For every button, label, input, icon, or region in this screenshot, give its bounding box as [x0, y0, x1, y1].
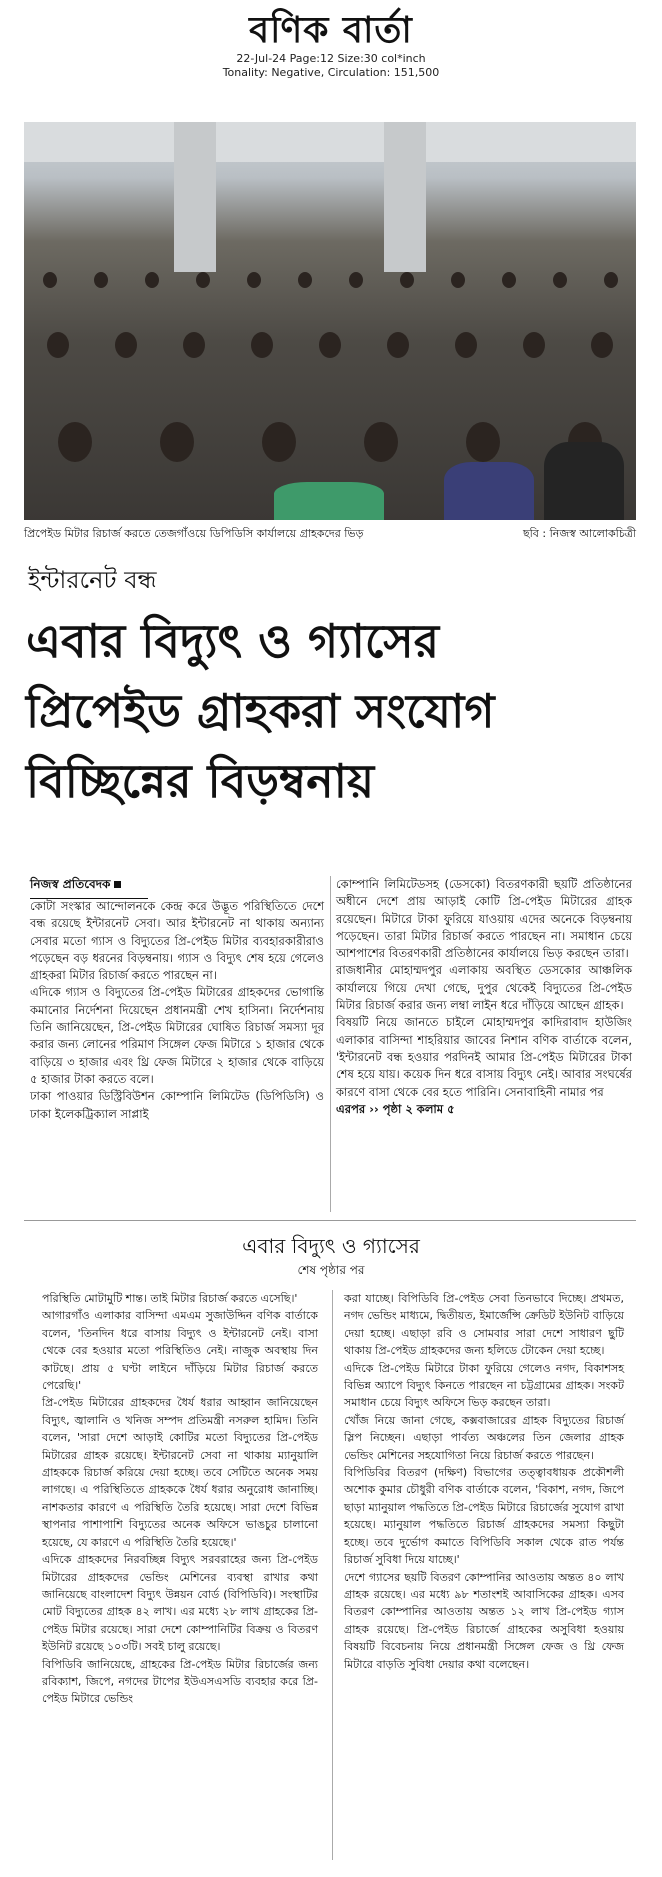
news-photo — [24, 122, 636, 520]
paragraph: খোঁজ নিয়ে জানা গেছে, কক্সবাজারের গ্রাহক বিদ্যুতের রিচার্জ স্লিপ নিচ্ছেন। এছাড়া পার্বত্য অঞ্চলের তিন জেলার গ্রাহক ভেন্ডিং মেশিনের সহযোগিতা নিয়ে রিচার্জ করতে পারছেন। — [344, 1413, 624, 1462]
byline-square-icon — [114, 881, 121, 888]
continuation-subtitle: শেষ পৃষ্ঠার পর — [297, 1263, 365, 1277]
article-column-2 — [336, 876, 632, 1118]
paragraph: আগারগাঁও এলাকার বাসিন্দা এমএম সুজাউদ্দিন বণিক বার্তাকে বলেন, 'তিনদিন ধরে বাসায় বিদ্যুৎ ও ইন্টারনেট নেই। বাসা থেকে বের হওয়ার মতো পরিস্থিতিও নেই। নাজুক অবস্থায় দিন কাটছে। প্রায় ৫ ঘণ্টা লাইনে দাঁড়িয়ে মিটার রিচার্জ করতে পেরেছি।' — [42, 1309, 318, 1393]
article-kicker: ইন্টারনেট বন্ধ — [28, 566, 157, 594]
continuation-jump: এরপর ›› পৃষ্ঠা ২ কলাম ৫ — [336, 1101, 455, 1116]
photo-credit: ছবি : নিজস্ব আলোকচিত্রী — [522, 527, 636, 540]
crowd-front-row — [24, 422, 636, 462]
headline-line-1: এবার বিদ্যুৎ ও গ্যাসের — [26, 614, 439, 668]
article-column-1 — [30, 898, 324, 1123]
clip-meta-line-1: 22-Jul-24 Page:12 Size:30 col*inch — [236, 52, 426, 65]
clip-meta-line-2: Tonality: Negative, Circulation: 151,500 — [222, 66, 440, 79]
column-divider — [330, 876, 331, 1212]
paragraph: বিষয়টি নিয়ে জানতে চাইলে মোহাম্মদপুর কাদিরাবাদ হাউজিং এলাকার বাসিন্দা শাহরিয়ার জাবের নিশান বণিক বার্তাকে বলেন, 'ইন্টারনেট বন্ধ হওয়ার পরদিনই আমার প্রি-পেইড মিটারের টাকা শেষ হয়ে যায়। কয়েক দিন ধরে বাসায় বিদ্যুৎ নেই। আবার সংঘর্ষের কারণে বাসা থেকে বের হতে পারিনি। সেনাবাহিনী নামার পর — [336, 1015, 632, 1099]
person-shirt — [274, 482, 384, 520]
column-divider — [332, 1290, 333, 1860]
paragraph: কোটা সংস্কার আন্দোলনকে কেন্দ্র করে উদ্ভূত পরিস্থিতিতে দেশে বন্ধ রয়েছে ইন্টারনেট সেবা। আর ইন্টারনেট না থাকায় অন্যান্য সেবার মতো গ্যাস ও বিদ্যুতের প্রি-পেইড মিটার ব্যবহারকারীরাও পড়েছেন বড় ধরনের বিড়ম্বনায়। গ্যাস ও বিদ্যুৎ শেষ হয়ে গেলেও গ্রাহকরা মিটার রিচার্জ করতে পারছেন না। — [30, 899, 324, 983]
continuation-column-2 — [344, 1290, 624, 1673]
paragraph: এদিকে গ্যাস ও বিদ্যুতের প্রি-পেইড মিটারের গ্রাহকদের ভোগান্তি কমানোর নির্দেশনা দিয়েছেন প্রধানমন্ত্রী শেখ হাসিনা। নির্দেশনায় তিনি জানিয়েছেন, প্রি-পেইড মিটারের ঘোষিত রিচার্জ সমস্যা দূর করার জন্য লোনের পরিমাণ সিঙ্গেল ফেজ মিটারে ১ হাজার থেকে বাড়িয়ে ৩ হাজার এবং থ্রি ফেজ মিটারে ২ হাজার থেকে বাড়িয়ে ৫ হাজার টাকা করতে বলে। — [30, 985, 324, 1086]
byline — [30, 876, 148, 899]
continuation-column-1 — [42, 1290, 318, 1708]
paragraph: পরিস্থিতি মোটামুটি শান্ত। তাই মিটার রিচার্জ করতে এসেছি।' — [42, 1292, 298, 1305]
photo-caption — [24, 526, 636, 542]
paragraph: এদিকে গ্রাহকদের নিরবচ্ছিন্ন বিদ্যুৎ সরবরাহের জন্য প্রি-পেইড মিটারের গ্রাহকদের ভেন্ডিং মেশিনের ব্যবস্থা রাখার কথা জানিয়েছে বাংলাদেশ বিদ্যুৎ উন্নয়ন বোর্ড (বিপিডিবি)। সংস্থাটির মোট বিদ্যুতের গ্রাহক ৪২ লাখ। এর মধ্যে ২৮ লাখ গ্রাহকের প্রি-পেইড মিটার রয়েছে। সারা দেশে কোম্পানিটির বিক্রয় ও বিতরণ ইউনিট রয়েছে ১০৩টি। সবই চালু রয়েছে। — [42, 1553, 318, 1654]
person-shirt — [544, 442, 624, 520]
photo-pillar — [384, 122, 426, 272]
paragraph: দেশে গ্যাসের ছয়টি বিতরণ কোম্পানির আওতায় অন্তত ৪০ লাখ গ্রাহক রয়েছে। এর মধ্যে ৯৮ শতাংশই আবাসিকের গ্রাহক। এসব বিতরণ কোম্পানির আওতায় অন্তত ১২ লাখ প্রি-পেইড গ্যাস গ্রাহক রয়েছে। প্রি-পেইড রিচার্জে গ্রাহকের অসুবিধা হওয়ায় বিষয়টি বিবেচনায় নিয়ে প্রধানমন্ত্রী সিঙ্গেল ফেজ ও থ্রি ফেজ মিটারে বাড়তি সুবিধা দেয়ার কথা বলেছেন। — [344, 1570, 624, 1671]
paragraph: বিপিডিবি জানিয়েছে, গ্রাহকের প্রি-পেইড মিটার রিচার্জের জন্য রবিক্যাশ, জিপে, নগদের টাপের ইউএসএসডি ব্যবহার করে প্রি-পেইড মিটারে ভেন্ডিং — [42, 1657, 318, 1706]
paragraph: ঢাকা পাওয়ার ডিস্ট্রিবিউশন কোম্পানি লিমিটেড (ডিপিডিসি) ও ঢাকা ইলেকট্রিক্যাল সাপ্লাই — [30, 1089, 324, 1121]
paragraph: কোম্পানি লিমিটেডসহ (ডেসকো) বিতরণকারী ছয়টি প্রতিষ্ঠানের অধীনে দেশে প্রায় আড়াই কোটি প্রি-পেইড মিটারের গ্রাহক রয়েছেন। মিটারে টাকা ফুরিয়ে যাওয়ায় এদের অনেকে বিড়ম্বনায় পড়েছেন। তারা মিটার রিচার্জ করতে পারছেন না। সমাধান চেয়ে আশপাশের বিতরণকারী প্রতিষ্ঠানের কার্যালয়ে ভিড় করছেন তারা। — [336, 877, 632, 961]
paragraph: করা যাচ্ছে। বিপিডিবি প্রি-পেইড সেবা তিনভাবে দিচ্ছে। প্রথমত, নগদ ভেন্ডিং মাধ্যমে, দ্বিতীয়ত, ইমার্জেন্সি ক্রেডিট ইউনিট বাড়িয়ে দেয়া হচ্ছে। এছাড়া রবি ও সোমবার সারা দেশে সাধারণ ছুটি থাকায় প্রি-পেইড গ্রাহকদের জন্য হলিডে টোকেন দেয়া হচ্ছে। — [344, 1292, 624, 1358]
headline-line-2: প্রিপেইড গ্রাহকরা সংযোগ — [26, 684, 495, 738]
newspaper-logo: বণিক বার্তা — [249, 9, 413, 51]
paragraph: প্রি-পেইড মিটারের গ্রাহকদের ধৈর্য ধরার আহ্বান জানিয়েছেন বিদ্যুৎ, জ্বালানি ও খনিজ সম্পদ প্রতিমন্ত্রী নসরুল হামিদ। তিনি বলেন, 'সারা দেশে আড়াই কোটির মতো বিদ্যুতের প্রি-পেইড মিটারের গ্রাহক রয়েছে। ইন্টারনেট সেবা না থাকায় ম্যানুয়ালি গ্রাহককে রিচার্জ করিয়ে দেয়া হচ্ছে। তবে সেটিতে অনেক সময় লাগছে। এ পরিস্থিতিতে গ্রাহককে ধৈর্য ধরার অনুরোধ জানাচ্ছি। নাশকতার কারণে এ পরিস্থিতি তৈরি হয়েছে। সারা দেশে বিভিন্ন স্থাপনার পাশাপাশি বিদ্যুতের অনেক অফিসে ভাঙচুর চালানো হয়েছে, যে কারণে এ পরিস্থিতি তৈরি হয়েছে।' — [42, 1396, 318, 1549]
byline-text: নিজস্ব প্রতিবেদক — [30, 877, 111, 891]
section-rule — [24, 1220, 636, 1221]
crowd-middle-row — [24, 332, 636, 358]
continuation-title: এবার বিদ্যুৎ ও গ্যাসের — [242, 1234, 420, 1258]
person-shirt — [444, 462, 534, 520]
crowd-back-row — [24, 272, 636, 288]
masthead — [0, 8, 662, 80]
caption-text: প্রিপেইড মিটার রিচার্জ করতে তেজগাঁওয়ে ডিপিডিসি কার্যালয়ে গ্রাহকদের ভিড় — [24, 527, 364, 540]
paragraph: বিপিডিবির বিতরণ (দক্ষিণ) বিভাগের তত্ত্বাবধায়ক প্রকৌশলী অশোক কুমার চৌধুরী বণিক বার্তাকে বলেন, 'বিকাশ, নগদ, জিপে ছাড়া ম্যানুয়াল পদ্ধতিতে প্রি-পেইড মিটারে রিচার্জের সুযোগ রাখা হয়েছে। ম্যানুয়াল পদ্ধতিতে রিচার্জ গ্রাহকদের সমস্যা কিছুটা হচ্ছে। তবে দুর্ভোগ কমাতে বিপিডিবি সকাল থেকে রাত পর্যন্ত রিচার্জ সুবিধা দিয়ে যাচ্ছে।' — [344, 1466, 624, 1567]
photo-ceiling — [24, 122, 636, 162]
photo-pillar — [174, 122, 216, 272]
headline-line-3: বিচ্ছিন্নের বিড়ম্বনায় — [26, 754, 375, 808]
paragraph: রাজধানীর মোহাম্মদপুর এলাকায় অবস্থিত ডেসকোর আঞ্চলিক কার্যালয়ে গিয়ে দেখা গেছে, দুপুর থেকেই বিদ্যুতের প্রি-পেইড মিটার রিচার্জ করার জন্য লম্বা লাইন ধরে দাঁড়িয়ে আছেন গ্রাহক। — [336, 963, 632, 1013]
paragraph: এদিকে প্রি-পেইড মিটারে টাকা ফুরিয়ে গেলেও নগদ, বিকাশসহ বিভিন্ন অ্যাপে বিদ্যুৎ কিনতে পারছেন না চট্টগ্রামের গ্রাহক। সংকট সমাধান চেয়ে বিদ্যুৎ অফিসে ভিড় করছেন তারা। — [344, 1361, 624, 1410]
article-headline — [26, 606, 636, 816]
